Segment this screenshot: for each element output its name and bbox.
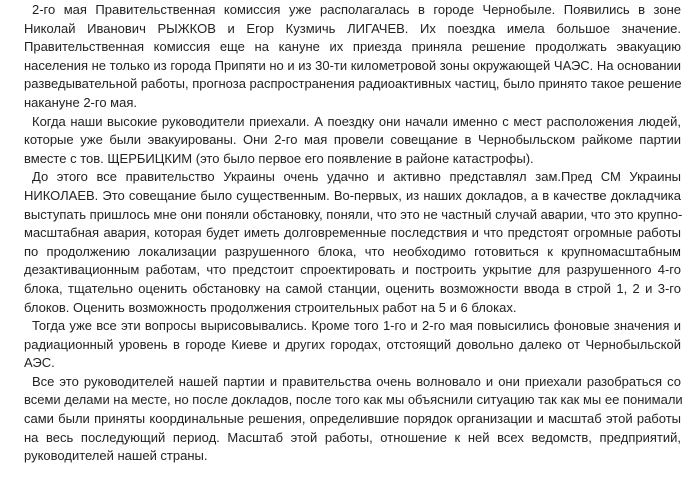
text-line: дезактивационным работам, что предстоит спроектировать и построить укрытие для разрушенного 4-го [24,262,681,278]
text-line: блока, тщательно оценить обстановку на самой станции, оценить возможности ввода в строй 1, 2 и 3-го [24,280,681,296]
text-line: Когда наши высокие руководители приехали. А поездку они начали именно с мест расположения людей, [32,113,681,129]
text-line: Тогда уже все эти вопросы вырисовывались. Кроме того 1-го и 2-го мая повысились фоновые значения и [32,318,681,334]
document-body [24,1,681,466]
text-line: Правительственная комиссия еще на кануне их приезда приняла решение продолжать эвакуацию [24,39,681,55]
text-line: вместе с тов. ЩЕРБИЦКИМ (это было первое его появление в районе катастрофы). [24,150,534,166]
text-line: всеми делами на месте, но после докладов, после того как мы объяснили ситуацию так как мы ее понимали [24,392,683,408]
text-line: Все это руководителей нашей партии и правительства очень волновало и они приехали разобраться со [32,373,681,389]
text-line: НИКОЛАЕВ. Это совещание было существенным. Во-первых, из наших докладов, а в качестве докладчика [24,187,681,203]
text-line: блоков. Оценить возможность продолжения строительных работ на 5 и 6 блоках. [24,299,517,315]
text-line: масштабная авария, которая будет иметь долговременные последствия и что предстоят огромные работы [24,225,681,241]
text-line: разведывательной работы, прогноза распространения радиоактивных частиц, было принято такое решение [24,76,682,92]
paragraph [24,168,681,317]
text-line: Николай Иванович РЫЖКОВ и Егор Кузмичь ЛИГАЧЕВ. Их поездка имела большое значение. [24,20,681,36]
text-line: радиационный уровень в городе Киеве и других городах, отстоящий довольно далеко от Чернобыльской [24,336,681,352]
paragraph [24,1,681,113]
text-line: АЭС. [24,355,55,371]
text-line: населения не только из города Припяти но и из 30-ти километровой зоны окружающей ЧАЭС. На основании [24,57,681,73]
text-line: выступать пришлось мне они поняли обстановку, поняли, что это не частный случай аварии, что это крупно- [24,206,683,222]
paragraph [24,373,681,466]
text-line: которые уже были эвакуированы. Они 2-го мая провели совещание в Чернобыльском райкоме партии [24,132,681,148]
text-line: по продолжению локализации разрушенного блока, что необходимо готовиться к крупномасштабным [24,243,681,259]
text-line: на весь последующий период. Масштаб этой работы, отношение к ней всех ведомств, предприятий, [24,429,681,445]
text-line: До этого все правительство Украины очень удачно и активно представлял зам.Пред СМ Украины [32,169,681,185]
text-line: сами были приняты координальные решения, определившие порядок организации и масштаб этой работы [24,411,681,427]
text-line: руководителей нашей страны. [24,448,208,464]
text-line: 2-го мая Правительственная комиссия уже располагалась в городе Чернобыле. Появились в зоне [32,2,681,17]
paragraph [24,317,681,373]
text-line: накануне 2-го мая. [24,94,137,110]
paragraph [24,113,681,169]
